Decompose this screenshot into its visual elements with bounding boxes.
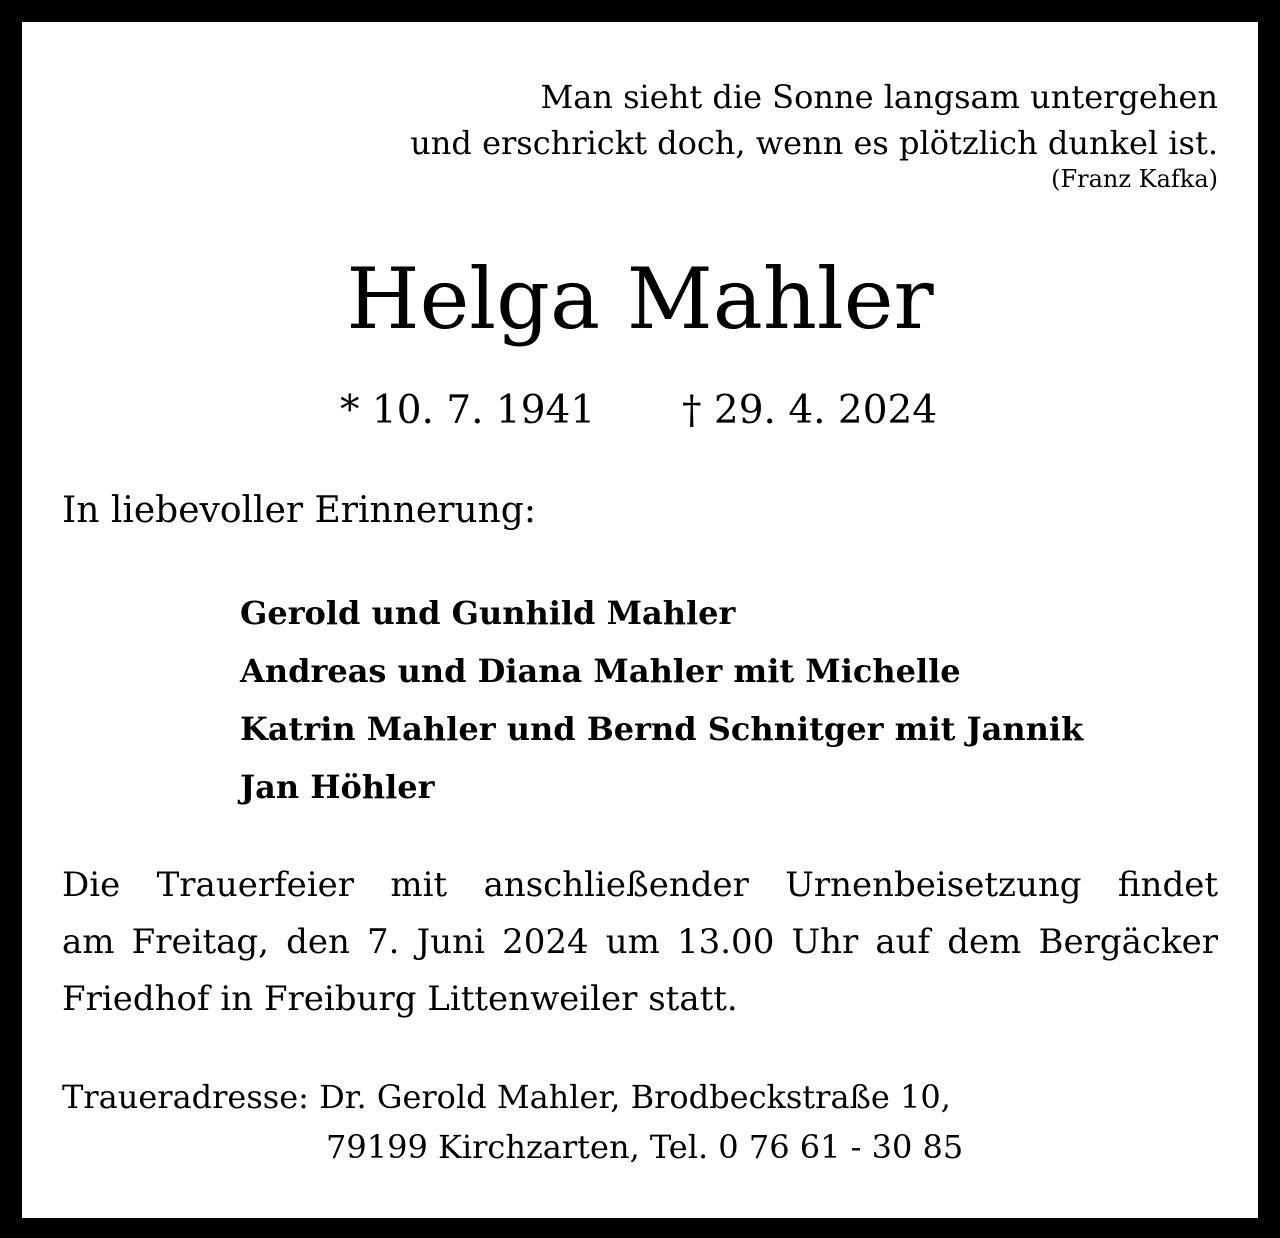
mourner-entry: Gerold und Gunhild Mahler (240, 594, 736, 632)
ceremony-word: findet (1117, 865, 1218, 905)
ceremony-word: 2024 (502, 922, 589, 962)
mourner-entry: Katrin Mahler und Bernd Schnitger mit Jannik (240, 710, 1084, 748)
ceremony-word: den (286, 922, 350, 962)
ceremony-word: am (62, 922, 115, 962)
quote-line-1: Man sieht die Sonne langsam untergehen (540, 78, 1218, 116)
address-line-2: 79199 Kirchzarten, Tel. 0 76 61 - 30 85 (326, 1128, 964, 1166)
ceremony-word: 7. (367, 922, 400, 962)
ceremony-word: 13.00 (676, 922, 775, 962)
ceremony-word: Die (62, 865, 121, 905)
mourner-entry: Jan Höhler (240, 768, 435, 806)
birth-date: * 10. 7. 1941 (340, 388, 596, 433)
mourners-list (240, 584, 1083, 816)
ceremony-paragraph (62, 857, 1218, 1028)
obituary-notice (22, 22, 1258, 1218)
ceremony-word: Urnenbeisetzung (785, 865, 1082, 905)
ceremony-word: um (605, 922, 660, 962)
deceased-name: Helga Mahler (346, 250, 934, 348)
mourner-entry: Andreas und Diana Mahler mit Michelle (240, 652, 961, 690)
ceremony-word: auf (875, 922, 931, 962)
ceremony-word: Uhr (791, 922, 859, 962)
mourning-address (62, 1072, 963, 1172)
ceremony-word: Juni (416, 922, 485, 962)
ceremony-line-1 (62, 857, 1218, 914)
ceremony-word: mit (390, 865, 448, 905)
memorial-heading: In liebevoller Erinnerung: (62, 490, 536, 531)
ceremony-word: anschließender (483, 865, 749, 905)
ceremony-word: dem (947, 922, 1022, 962)
ceremony-word: Freitag, (131, 922, 269, 962)
quote-author: (Franz Kafka) (1051, 165, 1218, 193)
quote-block (410, 74, 1218, 166)
ceremony-word: Trauerfeier (156, 865, 355, 905)
ceremony-word: Bergäcker (1038, 922, 1218, 962)
quote-line-2: und erschrickt doch, wenn es plötzlich dunkel ist. (410, 124, 1218, 162)
death-date: † 29. 4. 2024 (682, 388, 938, 433)
ceremony-line-2 (62, 914, 1218, 971)
ceremony-line-3: Friedhof in Freiburg Littenweiler statt. (62, 979, 738, 1019)
address-line-1: Traueradresse: Dr. Gerold Mahler, Brodbeckstraße 10, (62, 1078, 951, 1116)
